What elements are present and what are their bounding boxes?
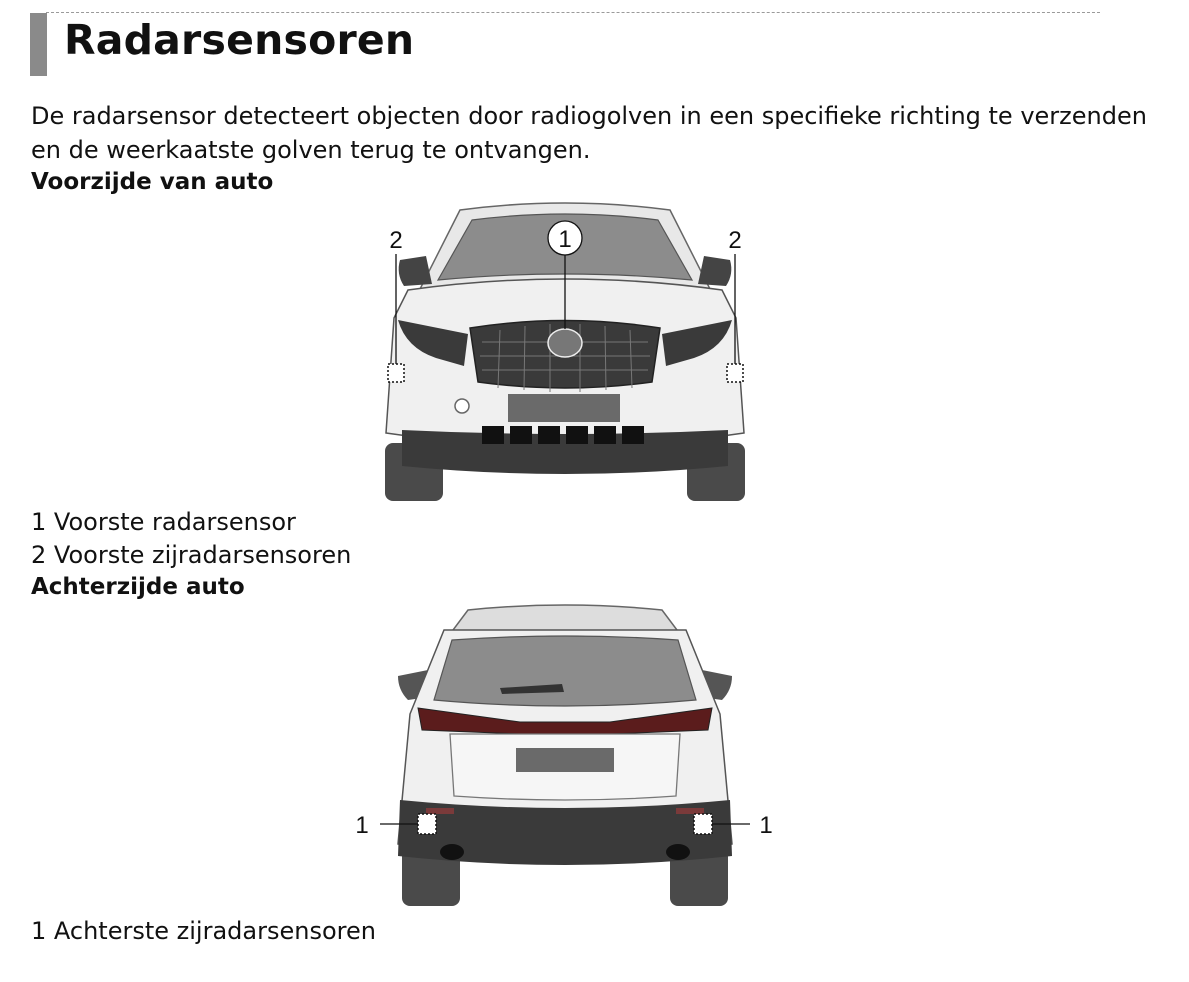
front-left-mirror — [399, 256, 432, 286]
front-legend-item: 2 Voorste zijradarsensoren — [31, 541, 352, 569]
front-callout-right: 2 — [728, 227, 742, 254]
page-title: Radarsensoren — [64, 16, 415, 64]
front-callout-center: 1 — [558, 226, 572, 253]
front-right-mirror — [698, 256, 731, 286]
rear-right-reflector — [676, 808, 704, 814]
rear-callout-right: 1 — [759, 812, 773, 839]
rear-left-reflector — [426, 808, 454, 814]
front-heading: Voorzijde van auto — [31, 169, 274, 195]
rear-callout-left: 1 — [355, 812, 369, 839]
title-accent-bar — [30, 13, 47, 76]
intro-paragraph: De radarsensor detecteert objecten door radiogolven in een specifieke richting te verzenden en de weerkaatste golven terug te ontvangen. — [31, 102, 1147, 164]
front-left-side-sensor-box — [388, 364, 404, 382]
rear-left-side-sensor-box — [418, 814, 436, 834]
rear-license-plate — [516, 748, 614, 772]
rear-window — [434, 636, 696, 706]
front-callout-left: 2 — [389, 227, 403, 254]
rear-right-side-sensor-box — [694, 814, 712, 834]
front-car-figure — [340, 198, 780, 504]
front-license-plate — [508, 394, 620, 422]
top-dashed-rule — [46, 12, 1100, 13]
front-right-side-sensor-box — [727, 364, 743, 382]
front-lower-bumper — [402, 430, 728, 474]
rear-legend-item: 1 Achterste zijradarsensoren — [31, 917, 376, 945]
rear-heading: Achterzijde auto — [31, 574, 245, 600]
rear-left-exhaust — [440, 844, 464, 860]
front-legend-item: 1 Voorste radarsensor — [31, 508, 296, 536]
front-fog-light — [455, 399, 469, 413]
rear-car-figure — [340, 604, 780, 912]
front-radar-emblem — [548, 329, 582, 357]
rear-right-exhaust — [666, 844, 690, 860]
